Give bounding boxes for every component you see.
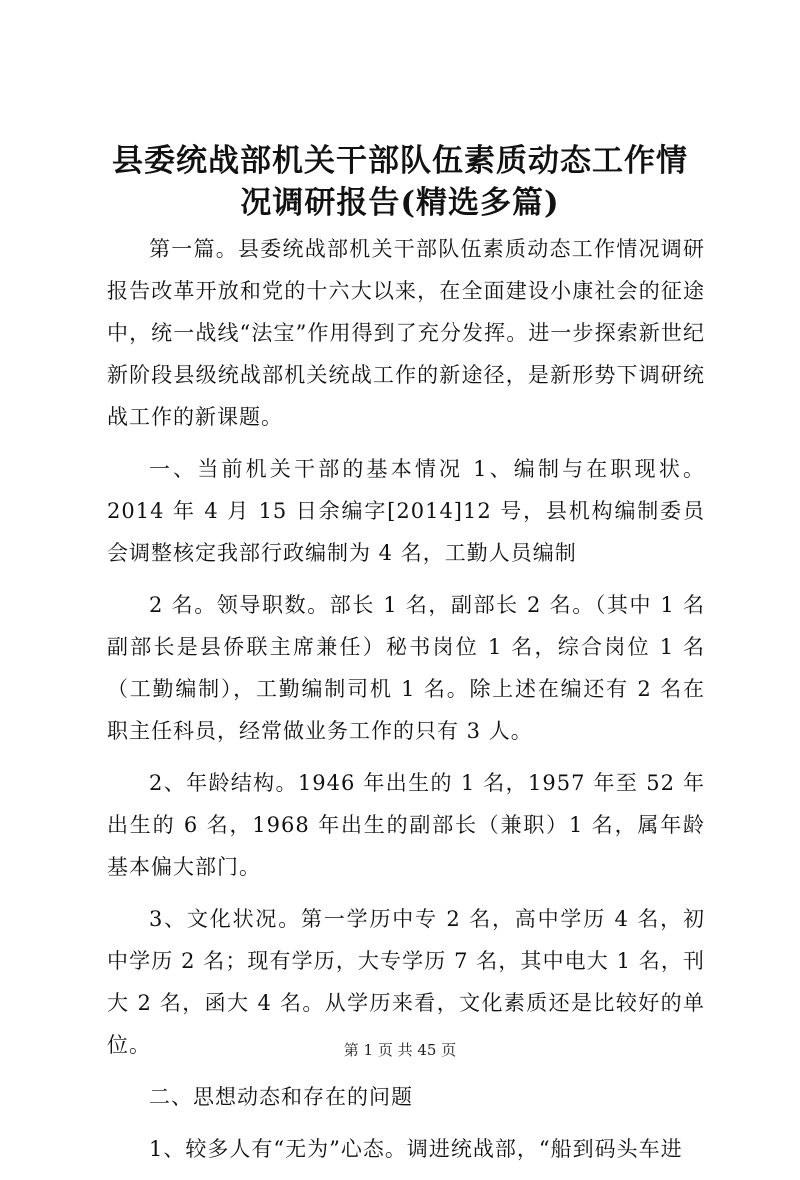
paragraph-issue-one: 1、较多人有“无为”心态。调进统战部，“船到码头车进 [149, 1137, 683, 1161]
paragraph-staffing: 2 名。领导职数。部长 1 名，副部长 2 名。（其中 1 名副部长是县侨联主席兼任）秘书岗位 1 名，综合岗位 1 名（工勤编制），工勤编制司机 1 名。除上述在编还有 2 名在职主任科员，经常做业务工作的只有 3 人。 [107, 593, 705, 743]
paragraph-education: 3、文化状况。第一学历中专 2 名，高中学历 4 名，初中学历 2 名；现有学历，大专学历 7 名，其中电大 1 名，刊大 2 名，函大 4 名。从学历来看，文化素质还是比较好的单位。 [107, 907, 705, 1057]
paragraph-section-two: 二、思想动态和存在的问题 [149, 1085, 413, 1109]
paragraph-age-structure: 2、年龄结构。1946 年出生的 1 名，1957 年至 52 年出生的 6 名，1968 年出生的副部长（兼职）1 名，属年龄基本偏大部门。 [107, 771, 705, 879]
paragraph-section-one: 一、当前机关干部的基本情况 1、编制与在职现状。2014 年 4 月 15 日余编字[2014]12 号，县机构编制委员会调整核定我部行政编制为 4 名，工勤人员编制 [107, 457, 705, 565]
page-footer: 第 1 页 共 45 页 [343, 1041, 457, 1059]
document-body [107, 228, 705, 1180]
paragraph-intro: 第一篇。县委统战部机关干部队伍素质动态工作情况调研报告改革开放和党的十六大以来，在全面建设小康社会的征途中，统一战线“法宝”作用得到了充分发挥。进一步探索新世纪新阶段县级统战部机关统战工作的新途径，是新形势下调研统战工作的新课题。 [107, 237, 705, 429]
document-title: 县委统战部机关干部队伍素质动态工作情况调研报告(精选多篇) [112, 143, 688, 221]
